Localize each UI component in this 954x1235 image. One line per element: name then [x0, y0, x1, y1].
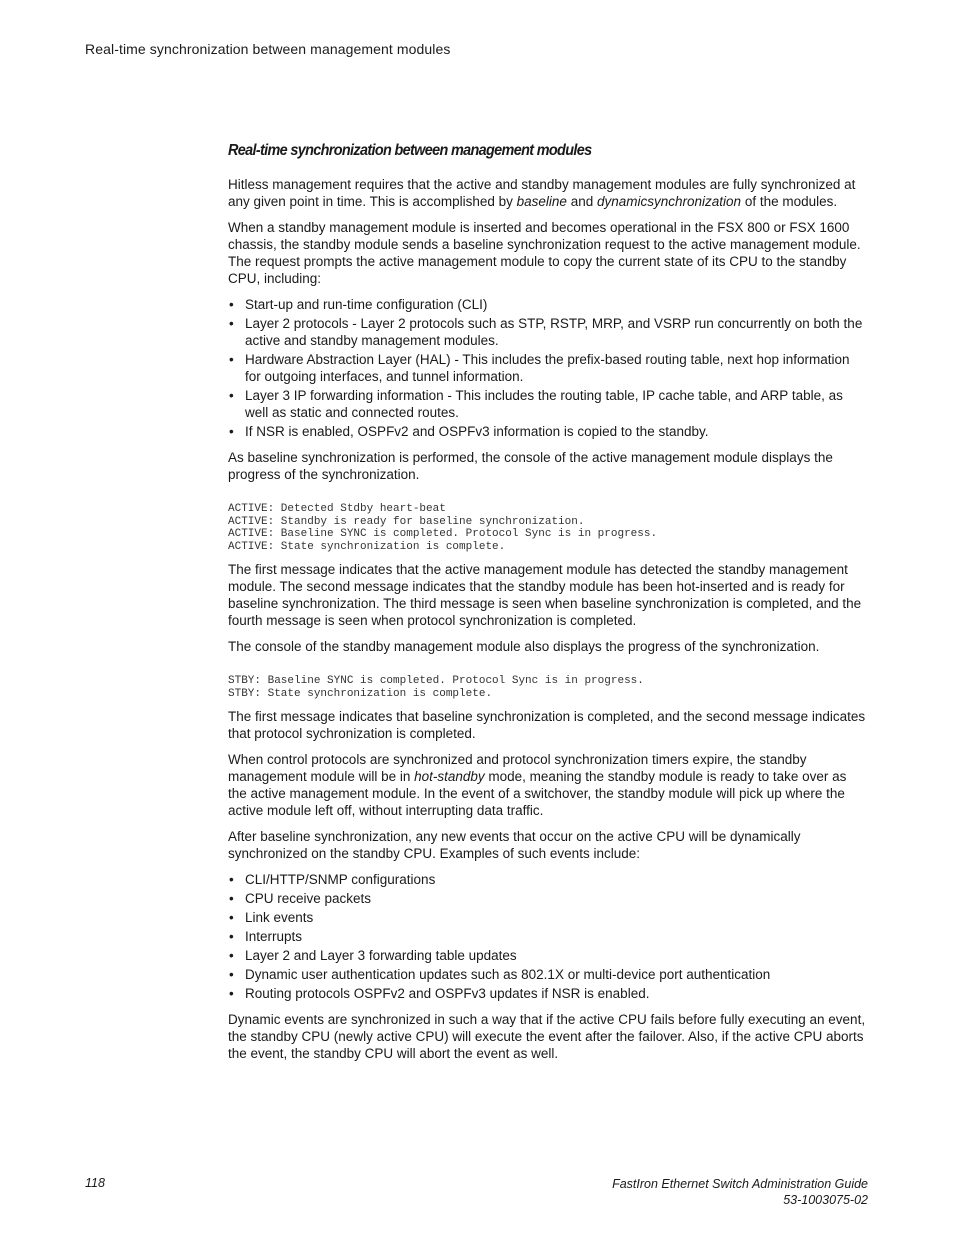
list-item: • Start-up and run-time configuration (CLI)	[228, 296, 868, 313]
running-header: Real-time synchronization between management modules	[85, 41, 451, 57]
code-line: ACTIVE: Detected Stdby heart-beat	[228, 503, 446, 515]
code-line: ACTIVE: State synchronization is complete.	[228, 540, 506, 553]
list-item: • CPU receive packets	[228, 890, 868, 907]
paragraph-intro-text: Hitless management requires that the active and standby management modules are fully synchronized at any given point in time. This is accomplished by	[228, 177, 856, 209]
paragraph-standby-explanation: The first message indicates that baseline synchronization is completed, and the second message indicates that protocol sychronization is completed.	[228, 709, 866, 741]
baseline-items-list	[228, 296, 868, 440]
term-dynamic-synchronization: dynamicsynchronization	[596, 194, 742, 209]
paragraph-standby-inserted: When a standby management module is inserted and becomes operational in the FSX 800 or FSX 1600 chassis, the standby module sends a baseline synchronization request to the active management module. The request prompts the active management module to copy the current state of its CPU to the standby CPU, including:	[228, 220, 861, 286]
paragraph-hot-standby-text: mode, meaning the standby module is ready to take over as the active management module. In the event of a switchover, the standby module will pick up where the active module left off, without interrupting data traffic.	[228, 769, 847, 818]
code-line: ACTIVE: Baseline SYNC is completed. Protocol Sync is in progress.	[228, 528, 658, 540]
code-line: ACTIVE: Standby is ready for baseline synchronization.	[228, 515, 585, 528]
term-baseline: baseline	[516, 194, 567, 209]
list-item: • Layer 3 IP forwarding information - This includes the routing table, IP cache table, and ARP table, as well as static and connected routes.	[228, 387, 868, 421]
list-item: • Hardware Abstraction Layer (HAL) - This includes the prefix-based routing table, next hop information for outgoing interfaces, and tunnel information.	[228, 351, 868, 385]
guide-title: FastIron Ethernet Switch Administration Guide	[612, 1177, 868, 1191]
paragraph-intro-text: and	[566, 194, 597, 209]
page-number: 118	[85, 1176, 105, 1190]
code-line: STBY: Baseline SYNC is completed. Protocol Sync is in progress.	[228, 675, 644, 687]
paragraph-dynamic-sync: After baseline synchronization, any new events that occur on the active CPU will be dynamically synchronized on the standby CPU. Examples of such events include:	[228, 829, 801, 861]
list-item: • Interrupts	[228, 928, 868, 945]
paragraph-dynamic-events: Dynamic events are synchronized in such a way that if the active CPU fails before fully executing an event, the standby CPU (newly active CPU) will execute the event after the failover. Also, if the active CPU aborts the event, the standby CPU will abort the event as well.	[228, 1012, 866, 1061]
paragraph-hot-standby	[228, 751, 868, 819]
list-item: • CLI/HTTP/SNMP configurations	[228, 871, 868, 888]
list-item: • Dynamic user authentication updates such as 802.1X or multi-device port authentication	[228, 966, 868, 983]
footer-document-info	[612, 1176, 868, 1208]
term-hot-standby: hot-standby	[414, 769, 485, 784]
list-item: • Layer 2 protocols - Layer 2 protocols such as STP, RSTP, MRP, and VSRP run concurrently on both the active and standby management modules.	[228, 315, 868, 349]
code-line: STBY: State synchronization is complete.	[228, 687, 493, 700]
list-item: • Layer 2 and Layer 3 forwarding table updates	[228, 947, 868, 964]
code-block-standby	[228, 675, 868, 700]
main-content	[228, 140, 868, 1071]
paragraph-baseline-progress: As baseline synchronization is performed, the console of the active management module displays the progress of the synchronization.	[228, 450, 833, 482]
list-item: • Routing protocols OSPFv2 and OSPFv3 updates if NSR is enabled.	[228, 985, 868, 1002]
paragraph-standby-console: The console of the standby management module also displays the progress of the synchronization.	[228, 639, 820, 654]
section-title: Real-time synchronization between management modules	[228, 142, 592, 159]
dynamic-events-list	[228, 871, 868, 1002]
paragraph-message-explanation: The first message indicates that the active management module has detected the standby management module. The second message indicates that the standby module has been hot-inserted and is ready for baseline synchronization. The third message is seen when baseline synchronization is completed, and the fourth message is seen when protocol synchronization is completed.	[228, 562, 862, 628]
paragraph-hot-standby-text: When control protocols are synchronized and protocol synchronization timers expire, the standby management module will be in	[228, 752, 807, 784]
list-item: • If NSR is enabled, OSPFv2 and OSPFv3 information is copied to the standby.	[228, 423, 868, 440]
paragraph-intro-text: of the modules.	[741, 194, 838, 209]
list-item: • Link events	[228, 909, 868, 926]
code-block-active	[228, 503, 868, 553]
document-number: 53-1003075-02	[783, 1193, 868, 1207]
paragraph-intro	[228, 176, 868, 210]
